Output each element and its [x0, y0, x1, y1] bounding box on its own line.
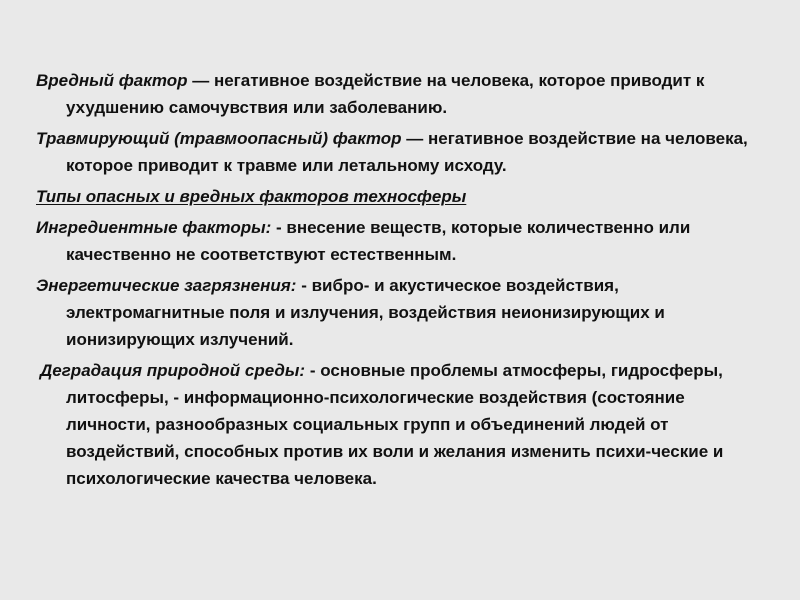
- factor-description: - вибро- и акустическое воздействия, электромагнитные поля и излучения, воздействия неионизирующих и ионизирующих излучений.: [66, 276, 665, 349]
- term-traumatic-factor: Травмирующий (травмоопасный) фактор: [36, 129, 402, 148]
- definition-text: — негативное воздействие на человека, которое приводит к ухудшению самочувствия или заболеванию.: [66, 71, 705, 117]
- definition-traumatic-factor: [36, 125, 766, 179]
- term-energy-pollution: Энергетические загрязнения:: [36, 276, 297, 295]
- factor-degradation: [36, 357, 766, 492]
- definition-text: — негативное воздействие на человека, которое приводит к травме или летальному исходу.: [66, 129, 748, 175]
- term-harmful-factor: Вредный фактор: [36, 71, 188, 90]
- slide-content: [36, 67, 766, 496]
- definition-harmful-factor: [36, 67, 766, 121]
- factor-ingredient: [36, 214, 766, 268]
- term-environment-degradation: Деградация природной среды:: [40, 361, 306, 380]
- term-ingredient-factors: Ингредиентные факторы:: [36, 218, 272, 237]
- section-heading: Типы опасных и вредных факторов техносферы: [36, 187, 467, 206]
- factor-energy: [36, 272, 766, 353]
- factor-description: - внесение веществ, которые количественно или качественно не соответствуют естественным.: [66, 218, 691, 264]
- factor-description: - основные проблемы атмосферы, гидросферы, литосферы, - информационно-психологические воздействия (состояние личности, разнообразных социальных групп и объединений людей от воздействий, способных против их воли и желания изменить психи-ческие и психологические качества человека.: [66, 361, 724, 488]
